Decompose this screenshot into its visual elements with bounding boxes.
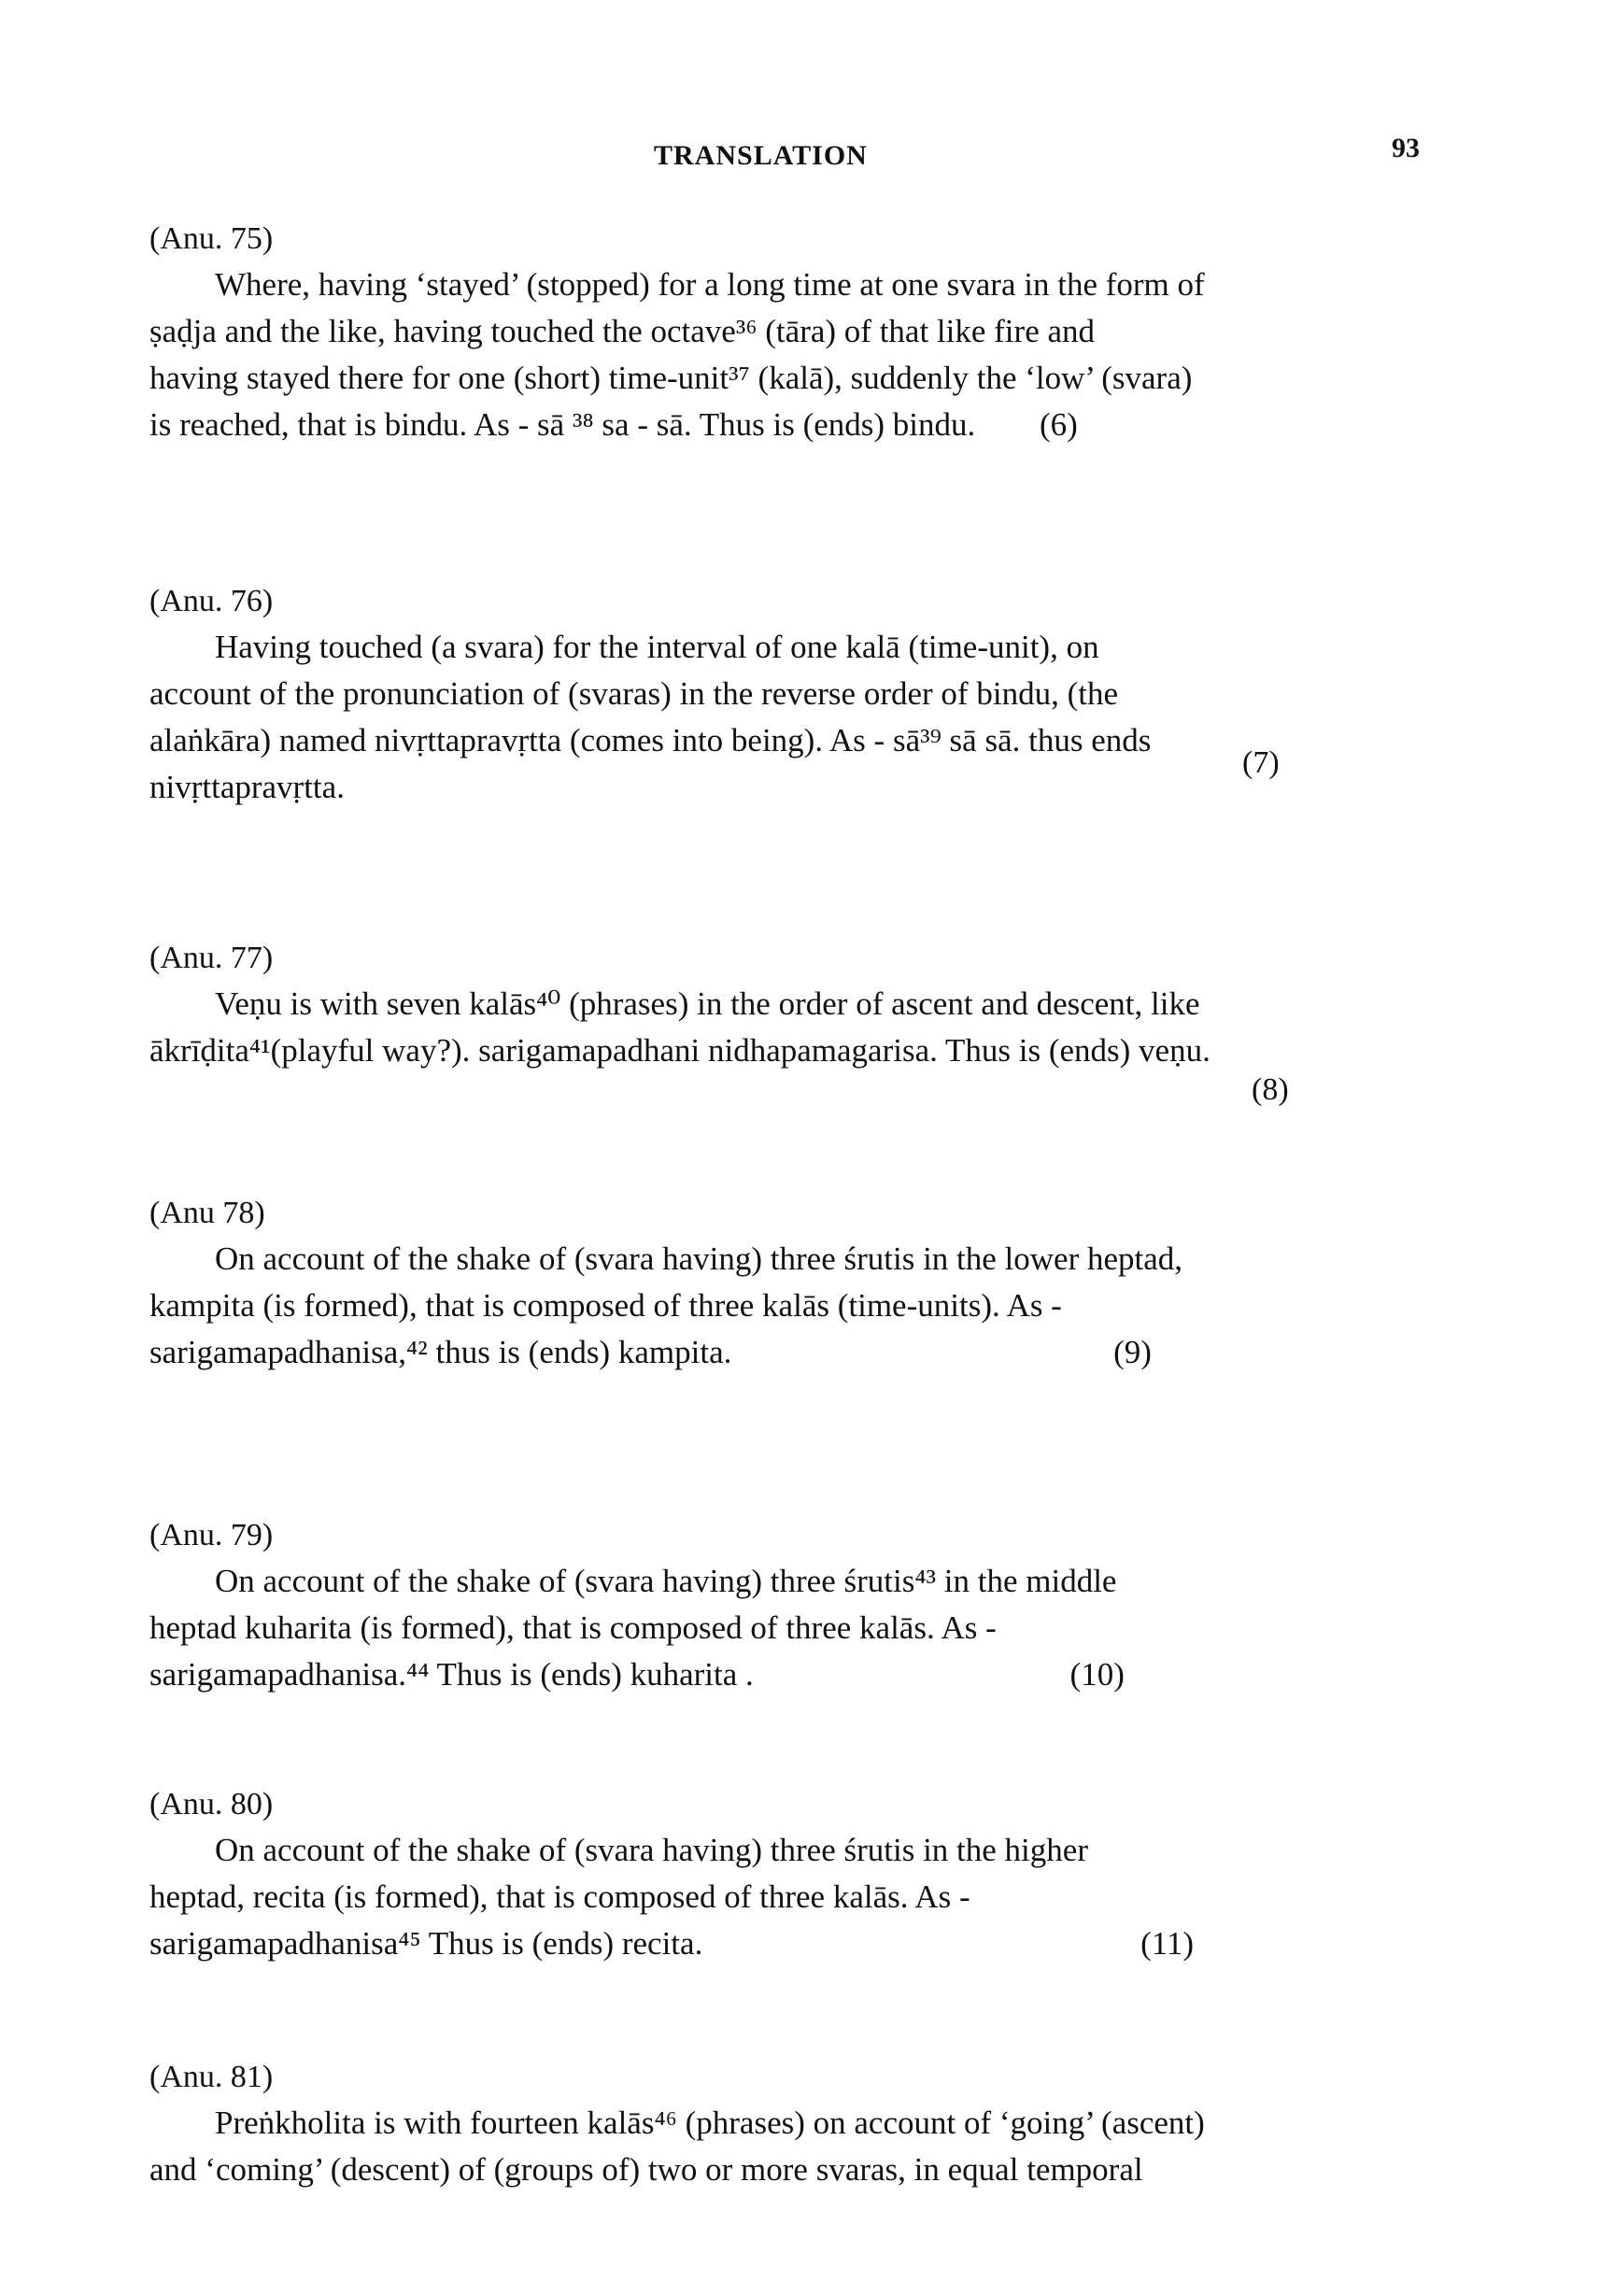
page-header xyxy=(0,133,1614,177)
paragraph-line: kampita (is formed), that is composed of three kalās (time-units). As - xyxy=(149,1287,1062,1324)
paragraph-line-text: sarigamapadhanisa.⁴⁴ Thus is (ends) kuharita . xyxy=(149,1656,754,1693)
section-label: (Anu. 77) xyxy=(149,941,274,975)
paragraph-line-text: is reached, that is bindu. As - sā ³⁸ sa - sā. Thus is (ends) bindu. xyxy=(149,406,976,443)
paragraph-line: having stayed there for one (short) time-unit³⁷ (kalā), suddenly the ‘low’ (svara) xyxy=(149,360,1193,396)
paragraph-line xyxy=(149,1329,1457,1376)
paragraph-line xyxy=(149,402,1457,448)
paragraph-line: Where, having ‘stayed’ (stopped) for a long time at one svara in the form of xyxy=(215,266,1205,303)
paragraph-line: heptad, recita (is formed), that is composed of three kalās. As - xyxy=(149,1878,970,1915)
paragraph-line: Preṅkholita is with fourteen kalās⁴⁶ (phrases) on account of ‘going’ (ascent) xyxy=(215,2105,1205,2141)
section-number: (7) xyxy=(1242,745,1280,780)
paragraph-line-text: sarigamapadhanisa,⁴² thus is (ends) kampita. xyxy=(149,1334,732,1370)
paragraph-line: ākrīḍita⁴¹(playful way?). sarigamapadhani nidhapamagarisa. Thus is (ends) veṇu. xyxy=(149,1032,1210,1069)
paragraph-line xyxy=(149,1920,1457,1967)
paragraph-line-text: sarigamapadhanisa⁴⁵ Thus is (ends) recita. xyxy=(149,1925,703,1962)
paragraph-line: On account of the shake of (svara having) three śrutis⁴³ in the middle xyxy=(215,1563,1117,1599)
paragraph-line: and ‘coming’ (descent) of (groups of) two or more svaras, in equal temporal xyxy=(149,2151,1143,2188)
paragraph-line: nivṛttapravṛtta. xyxy=(149,769,345,805)
section-anu-78 xyxy=(149,1191,1457,1376)
section-anu-79 xyxy=(149,1513,1457,1698)
paragraph-line: Having touched (a svara) for the interval of one kalā (time-unit), on xyxy=(215,629,1099,665)
page-number: 93 xyxy=(1392,133,1420,163)
section-number: (9) xyxy=(1113,1334,1152,1370)
section-anu-77 xyxy=(149,936,1457,1107)
section-label: (Anu. 75) xyxy=(149,221,274,256)
section-label: (Anu. 76) xyxy=(149,584,274,618)
section-number: (8) xyxy=(1252,1072,1289,1107)
section-number: (11) xyxy=(1140,1925,1195,1962)
paragraph-line: alaṅkāra) named nivṛttapravṛtta (comes into being). As - sā³⁹ sā sā. thus ends xyxy=(149,722,1152,758)
section-number: (6) xyxy=(1040,406,1078,443)
section-label: (Anu 78) xyxy=(149,1196,265,1230)
paragraph-line: On account of the shake of (svara having) three śrutis in the higher xyxy=(215,1832,1088,1868)
section-label: (Anu. 79) xyxy=(149,1518,274,1552)
running-title: TRANSLATION xyxy=(654,140,868,171)
paragraph-line: On account of the shake of (svara having) three śrutis in the lower heptad, xyxy=(215,1240,1183,1277)
paragraph-line: Veṇu is with seven kalās⁴⁰ (phrases) in the order of ascent and descent, like xyxy=(215,985,1200,1022)
section-label: (Anu. 81) xyxy=(149,2060,274,2094)
section-anu-76 xyxy=(149,579,1457,811)
section-number: (10) xyxy=(1069,1656,1125,1693)
section-label: (Anu. 80) xyxy=(149,1787,274,1821)
paragraph-line xyxy=(149,1651,1457,1698)
section-anu-80 xyxy=(149,1782,1457,1967)
paragraph-line: ṣaḍja and the like, having touched the octave³⁶ (tāra) of that like fire and xyxy=(149,313,1096,349)
paragraph-line: heptad kuharita (is formed), that is composed of three kalās. As - xyxy=(149,1609,997,1646)
section-anu-75 xyxy=(149,217,1457,448)
section-anu-81 xyxy=(149,2055,1457,2193)
paragraph-line: account of the pronunciation of (svaras) in the reverse order of bindu, (the xyxy=(149,675,1118,712)
